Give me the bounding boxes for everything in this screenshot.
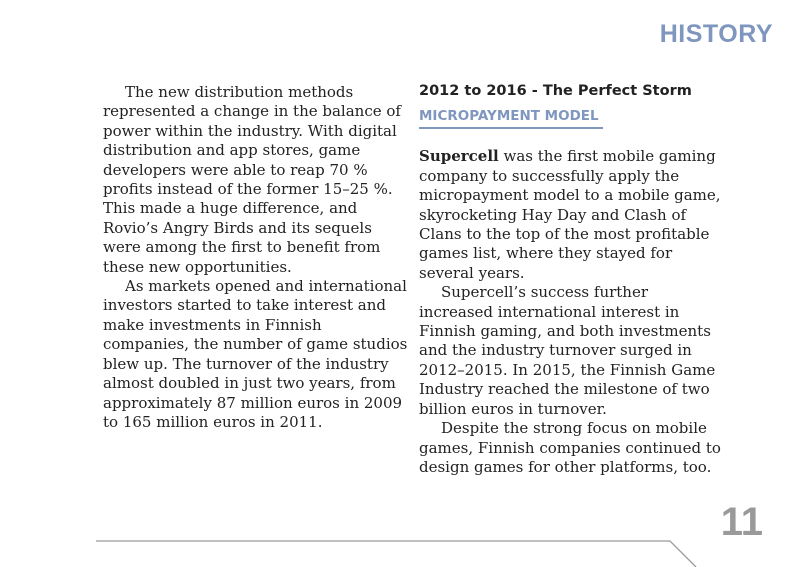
right-paragraph-3: Despite the strong focus on mobile games, Finnish companies continued to design games for other platforms, too.	[419, 419, 721, 476]
section-title: HISTORY	[659, 20, 773, 48]
subsection-heading: MICROPAYMENT MODEL	[419, 107, 603, 129]
company-name: Supercell	[419, 147, 499, 166]
left-paragraph-2: As markets opened and international investors started to take interest and make investments in Finnish companies, the number of game studios blew up. The turnover of the industry almost doubled in just two years, from approximately 87 million euros in 2009 to 165 million euros in 2011.	[103, 277, 408, 431]
right-paragraph-2: Supercell’s success further increased international interest in Finnish gaming, and both investments and the industry turnover surged in 2012–2015. In 2015, the Finnish Game Industry reached the milestone of two billion euros in turnover.	[419, 283, 716, 418]
page-number: 11	[720, 500, 763, 544]
left-paragraph-1: The new distribution methods represented a change in the balance of power within the industry. With digital distribution and app stores, game developers were able to reap 70 % profits instead of the former 15–25 %. This made a huge difference, and Rovio’s Angry Birds and its sequels were among the first to benefit from these new opportunities.	[103, 83, 401, 276]
right-paragraph-1-text: was the first mobile gaming company to successfully apply the micropayment model to a mobile game, skyrocketing Hay Day and Clash of Clans to the top of the most profitable games list, where they stayed for several years.	[419, 147, 721, 282]
section-heading: 2012 to 2016 - The Perfect Storm	[419, 83, 692, 99]
